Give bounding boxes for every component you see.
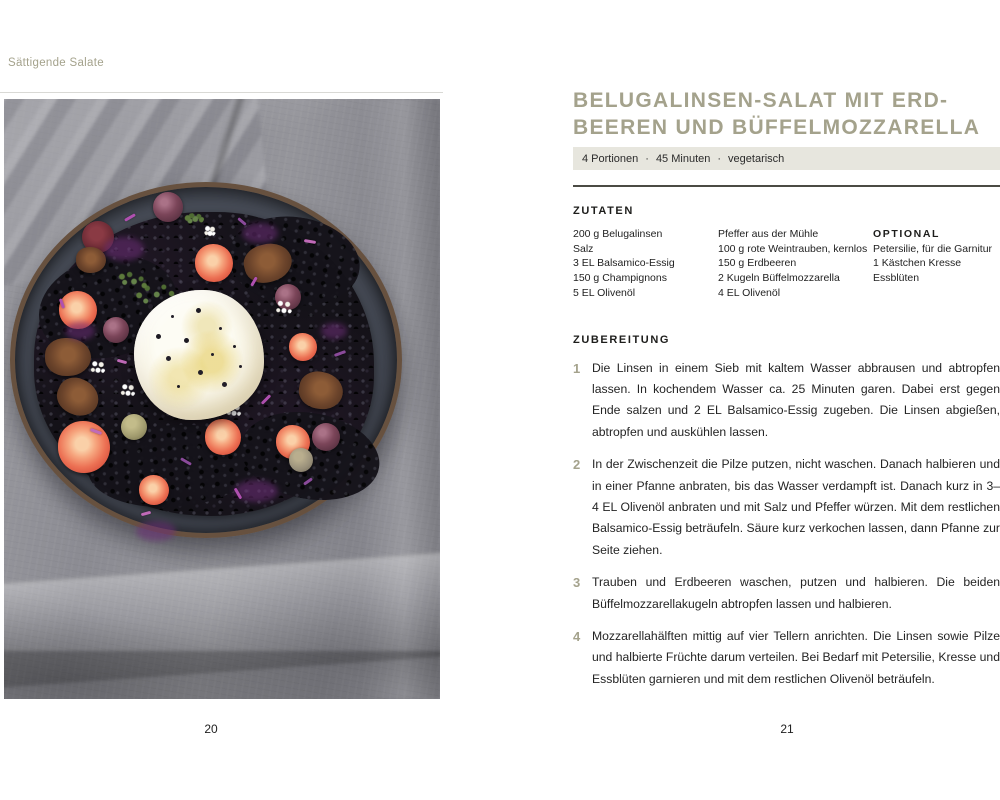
mushroom-garnish (45, 338, 91, 376)
recipe-meta-bar (573, 147, 1000, 170)
running-header: Sättigende Salate (8, 57, 104, 69)
ingredients-column-3 (873, 227, 1000, 301)
section-rule (573, 185, 1000, 187)
optional-items (873, 242, 1000, 286)
preparation-step (573, 358, 1000, 444)
grape-garnish (312, 423, 340, 451)
recipe-page (573, 88, 1000, 701)
strawberrie-garnish (205, 419, 241, 455)
meta-time: 45 Minuten (655, 152, 711, 165)
strawberrie-garnish (58, 421, 110, 473)
napkin-shadow-bottom (4, 651, 440, 699)
grape-garnish (103, 317, 129, 343)
strawberrie-garnish (139, 475, 169, 505)
ingredient-item: 3 EL Balsamico-Essig (573, 257, 675, 270)
ingredient-item: 5 EL Olivenöl (573, 286, 636, 299)
ingredient-item: Salz (573, 242, 594, 255)
ingredient-item: 150 g Erdbeeren (718, 257, 797, 270)
cabbage-garnish (65, 322, 95, 340)
cabbage-garnish (104, 237, 144, 261)
mushroom-garnish (296, 368, 346, 412)
preparation-step (573, 572, 1000, 615)
preparation-step (573, 454, 1000, 561)
cabbage-garnish (136, 521, 176, 541)
cres-garnish (117, 358, 127, 363)
cres-garnish (334, 350, 346, 357)
recipe-title-line2: BEEREN UND BÜFFELMOZZARELLA (573, 115, 981, 139)
mushroom-garnish (240, 238, 296, 288)
flower-garnish (90, 359, 106, 375)
cres-garnish (304, 238, 316, 243)
ingredient-item: 4 EL Olivenöl (718, 286, 781, 299)
step-text: Die Linsen in einem Sieb mit kaltem Wasser abbrausen und abtropfen lassen. In kochendem Wasser ca. 25 Minuten garen. Dabei erst gegen Ende salzen und 2 EL Balsamico-Essig zugeben. Die Linsen abgießen, abtropfen und auskühlen lassen. (592, 360, 1000, 439)
ingredient-item: 150 g Champignons (573, 272, 667, 285)
ingredient-item: Essblüten (873, 272, 920, 285)
step-text: Trauben und Erdbeeren waschen, putzen und halbieren. Die beiden Büffelmozzarellakugeln abtropfen lassen und halbieren. (592, 575, 1000, 611)
flower-garnish (275, 298, 293, 316)
ingredient-item: Pfeffer aus der Mühle (718, 228, 819, 240)
recipe-title-line1: BELUGALINSEN-SALAT MIT ERD- (573, 89, 949, 112)
step-number: 1 (573, 360, 581, 376)
preparation-heading: ZUBEREITUNG (573, 333, 671, 346)
herb-garnish (184, 213, 204, 225)
page-number-right: 21 (780, 722, 794, 736)
ingredient-item: Petersilie, für die Garnitur (873, 242, 993, 255)
strawberrie-garnish (289, 333, 317, 361)
step-text: In der Zwischenzeit die Pilze putzen, nicht waschen. Danach halbieren und in einer Pfanne anbraten, bis das Wasser verdampft ist. Danach kurz in 3–4 EL Olivenöl anbraten und mit Salz und Pfeffer würzen. Mit dem restlichen Balsamico-Essig beträufeln. Säure kurz verkochen lassen, dann Pfanne zur Seite ziehen. (592, 457, 1000, 557)
meta-portions: 4 Portionen (582, 152, 639, 165)
cabbage-garnish (321, 323, 347, 339)
page-number-left: 20 (204, 722, 218, 736)
cres-garnish (124, 213, 136, 222)
recipe-photo (4, 99, 440, 699)
flower-garnish (120, 382, 136, 398)
cres-garnish (261, 394, 272, 405)
header-rule (0, 92, 443, 93)
meta-diet: vegetarisch (728, 152, 785, 165)
step-number: 2 (573, 457, 581, 473)
grape-garnish (153, 192, 183, 222)
strawberrie-garnish (195, 244, 233, 282)
ingredients-column-1 (573, 227, 718, 301)
flower-garnish (204, 225, 216, 237)
step-text: Mozzarellahälften mittig auf vier Tellern anrichten. Die Linsen sowie Pilze und halbierte Früchte darum verteilen. Bei Bedarf mit Petersilie, Kresse und Essblüten garnieren und mit dem restlichen Olivenöl beträufeln. (592, 628, 1000, 686)
preparation-step (573, 626, 1000, 690)
cres-garnish (180, 457, 192, 466)
cres-garnish (303, 477, 313, 485)
optional-heading: OPTIONAL (873, 228, 941, 240)
ingredient-item: 2 Kugeln Büffelmozzarella (718, 272, 840, 285)
mushroom-garnish (76, 247, 106, 273)
meta-separator: · (717, 152, 722, 165)
step-number: 4 (573, 628, 581, 644)
meta-separator: · (645, 152, 649, 165)
ingredient-item: 1 Kästchen Kresse (873, 257, 962, 270)
mushroom-garnish (51, 372, 104, 422)
ingredients-column-2 (718, 227, 873, 301)
grape-garnish (121, 414, 147, 440)
mozzarella (134, 290, 264, 420)
cres-garnish (141, 510, 151, 515)
grape-garnish (289, 448, 313, 472)
cres-garnish (237, 217, 247, 226)
step-number: 3 (573, 575, 581, 591)
ingredients-heading: ZUTATEN (573, 205, 634, 217)
preparation-steps (573, 358, 1000, 691)
ingredient-item: 100 g rote Weintrauben, kernlos (718, 242, 868, 255)
recipe-title (573, 88, 1000, 141)
ingredient-item: 200 g Belugalinsen (573, 228, 663, 240)
cabbage-garnish (242, 223, 278, 243)
ingredients-columns (573, 227, 1000, 301)
